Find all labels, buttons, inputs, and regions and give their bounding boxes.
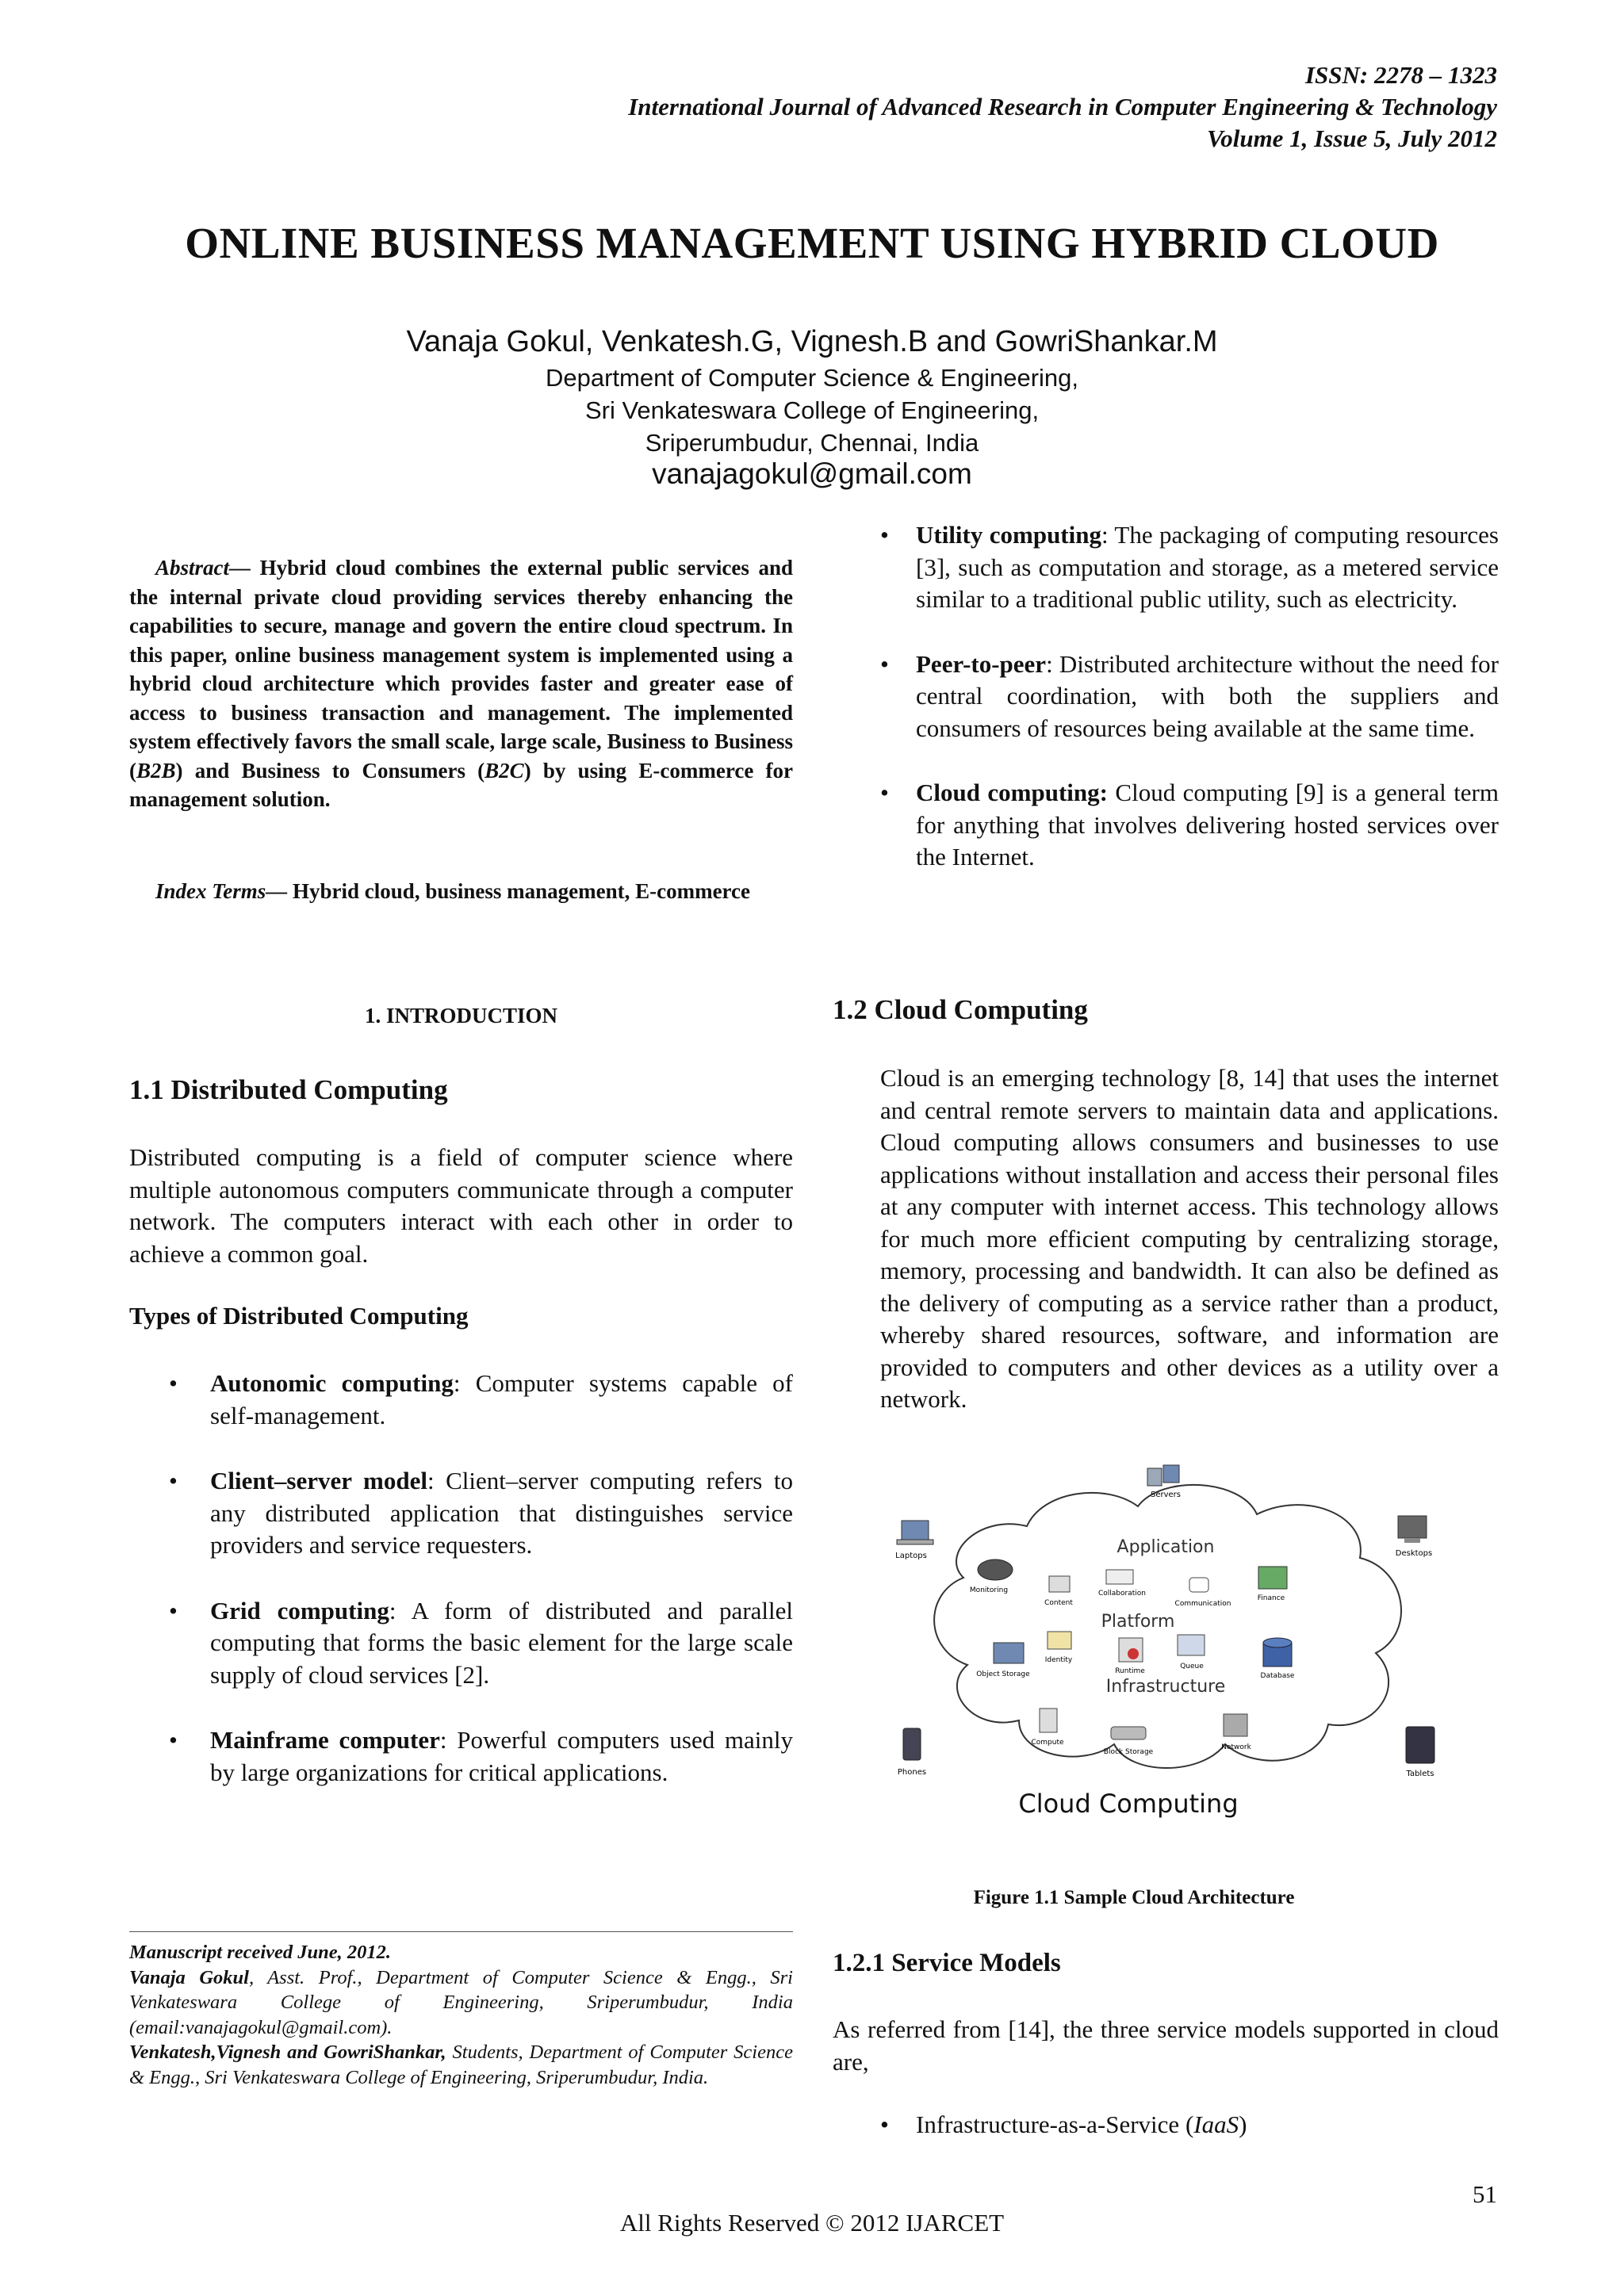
affiliation-line-3: Sriperumbudur, Chennai, India: [645, 429, 979, 457]
figure-caption: Figure 1.1 Sample Cloud Architecture: [973, 1887, 1295, 1908]
tablet-icon: [1406, 1727, 1434, 1763]
issn: ISSN: 2278 – 1323: [1304, 61, 1497, 89]
bullet-term: Autonomic computing: [210, 1369, 454, 1397]
label-phones: Phones: [897, 1768, 927, 1777]
page-number: 51: [1473, 2180, 1497, 2208]
bullet-text: : Client–server computing refers to any distributed application that distinguishes service providers and service requesters.: [210, 1467, 793, 1559]
author-2-text: Students, Department of Computer Science & Engg., Sri Venkateswara College of Engineering, Sriperumbudur, India.: [129, 2042, 793, 2088]
laptop-icon: [897, 1521, 933, 1544]
label-compute: Compute: [1031, 1739, 1064, 1747]
manuscript-author-2: [129, 2040, 793, 2090]
service-models-list: [880, 2109, 1499, 2141]
cloud-architecture-figure: [892, 1459, 1447, 1847]
author-email: vanajagokul@gmail.com: [652, 457, 972, 490]
label-communication: Communication: [1174, 1600, 1231, 1608]
bullet-text: : A form of distributed and parallel computing that forms the basic element for the large scale supply of cloud services [2].: [210, 1596, 793, 1689]
abstract-text-a: Hybrid cloud combines the external public services and the internal private cloud providing services thereby enhancing the capabilities to secure, manage and govern the entire cloud spectrum. In this paper, online business management system is implemented using a hybrid cloud architecture which provides faster and greater ease of access to business transaction and management. The implemented system effectively favors the small scale, large scale, Business to Business (: [129, 556, 793, 783]
heading-1-2-1: 1.2.1 Service Models: [833, 1949, 1061, 1977]
label-identity: Identity: [1044, 1656, 1073, 1664]
label-object-storage: Object Storage: [976, 1670, 1030, 1678]
bullet-text: : The packaging of computing resources [3], such as computation and storage, as a metered service similar to a traditional public utility, such as electricity.: [916, 521, 1499, 613]
label-application: Application: [1116, 1537, 1215, 1557]
section-introduction-title: [129, 1004, 793, 1028]
bullet-text: : Computer systems capable of self-management.: [210, 1369, 793, 1429]
list-item: • Cloud computing: Cloud computing [9] is a general term for anything that involves delivering hosted services over the Internet.: [880, 779, 1499, 871]
author-1-name: Vanaja Gokul: [129, 1966, 249, 1988]
distributed-types-list: [169, 1368, 793, 1789]
list-item: • Peer-to-peer: Distributed architecture without the need for central coordination, with both the suppliers and consumers of resources being available at the same time.: [880, 649, 1499, 742]
journal-header: [628, 59, 1497, 155]
bullet-term: Client–server model: [210, 1467, 427, 1494]
heading-1-2: 1.2 Cloud Computing: [833, 994, 1088, 1025]
label-desktops: Desktops: [1395, 1549, 1433, 1558]
copyright-footer: All Rights Reserved © 2012 IJARCET: [619, 2209, 1005, 2237]
bullet-term: Grid computing: [210, 1596, 389, 1624]
paper-title: ONLINE BUSINESS MANAGEMENT USING HYBRID CLOUD: [185, 219, 1439, 267]
para-service-models: As referred from [14], the three service models supported in cloud are,: [833, 2015, 1499, 2076]
index-terms-label: Index Terms—: [155, 879, 288, 903]
abstract-text-c: ) by using E-commerce for management solution.: [129, 758, 794, 811]
authors: Vanaja Gokul, Venkatesh.G, Vignesh.B and GowriShankar.M: [406, 325, 1218, 358]
list-item: • Utility computing: The packaging of computing resources [3], such as computation and storage, as a metered service similar to a traditional public utility, such as electricity.: [880, 521, 1499, 613]
author-1-text: , Asst. Prof., Department of Computer Science & Engg., Sri Venkateswara College of Engineering, Sriperumbudur, India (email:vanajagokul@gmail.com).: [129, 1966, 793, 2038]
database-icon: [1263, 1638, 1292, 1667]
runtime-icon: [1119, 1638, 1143, 1662]
label-queue: Queue: [1180, 1663, 1204, 1670]
label-infrastructure: Infrastructure: [1105, 1677, 1226, 1697]
label-collaboration: Collaboration: [1098, 1590, 1146, 1598]
affiliation-line-1: Department of Computer Science & Engineering,: [545, 364, 1079, 392]
affiliation-line-2: Sri Venkateswara College of Engineering,: [584, 396, 1040, 424]
queue-icon: [1178, 1635, 1205, 1655]
object-storage-icon: [994, 1643, 1024, 1663]
list-item: • Autonomic computing: Computer systems capable of self-management.: [169, 1369, 793, 1429]
types-heading: Types of Distributed Computing: [129, 1302, 469, 1330]
bullet-text: : Distributed architecture without the need for central coordination, with both the suppliers and consumers of resources being available at the same time.: [916, 649, 1499, 742]
label-servers: Servers: [1150, 1490, 1182, 1499]
list-item: • Client–server model: Client–server computing refers to any distributed application that distinguishes service providers and service requesters.: [169, 1467, 793, 1559]
manuscript-received: Manuscript received June, 2012.: [129, 1942, 392, 1963]
manuscript-note: [129, 1940, 793, 2090]
monitoring-icon: [978, 1559, 1013, 1580]
volume-issue: Volume 1, Issue 5, July 2012: [1206, 124, 1497, 152]
label-monitoring: Monitoring: [969, 1586, 1009, 1594]
bullet-term: Utility computing: [916, 521, 1101, 549]
collaboration-icon: [1106, 1570, 1133, 1584]
iaas-text: Infrastructure-as-a-Service (: [916, 2110, 1194, 2138]
label-content: Content: [1044, 1599, 1073, 1607]
footnote-rule: [129, 1931, 793, 1932]
label-block-storage: Block Storage: [1103, 1748, 1154, 1756]
journal-name: International Journal of Advanced Research in Computer Engineering & Technology: [628, 93, 1497, 121]
label-platform: Platform: [1101, 1612, 1175, 1632]
heading-1-1: 1.1 Distributed Computing: [129, 1074, 448, 1105]
para-distributed-computing: Distributed computing is a field of computer science where multiple autonomous computers communicate through a computer network. The computers interact with each other in order to achieve a common goal.: [129, 1143, 793, 1268]
abstract: [129, 553, 793, 814]
intro-rest: NTRODUCTION: [394, 1004, 558, 1027]
abstract-text-b: ) and Business to Consumers (: [175, 758, 485, 783]
iaas-abbr: IaaS: [1193, 2110, 1239, 2138]
label-laptops: Laptops: [895, 1552, 927, 1560]
bullet-text: Cloud computing [9] is a general term for anything that involves delivering hosted services over the Internet.: [916, 779, 1499, 871]
index-terms-text: Hybrid cloud, business management, E-commerce: [287, 879, 751, 903]
label-database: Database: [1260, 1672, 1295, 1680]
list-item: • Infrastructure-as-a-Service (IaaS): [880, 2110, 1247, 2138]
network-icon: [1224, 1714, 1247, 1736]
abstract-b2c: B2C: [485, 758, 524, 783]
label-runtime: Runtime: [1115, 1667, 1145, 1675]
bullet-text: : Powerful computers used mainly by large organizations for critical applications.: [210, 1726, 794, 1786]
iaas-end: ): [1239, 2110, 1247, 2138]
manuscript-author-1: [129, 1965, 793, 2041]
index-terms: [129, 875, 758, 907]
computing-types-list: [880, 519, 1499, 874]
finance-icon: [1258, 1567, 1287, 1589]
phone-icon: [903, 1728, 921, 1760]
servers-icon: [1147, 1465, 1179, 1486]
label-tablets: Tablets: [1406, 1770, 1434, 1778]
block-storage-icon: [1111, 1727, 1146, 1739]
bullet-term: Peer-to-peer: [916, 649, 1047, 678]
bullet-term: Cloud computing:: [916, 779, 1108, 806]
bullet-term: Mainframe computer: [210, 1726, 440, 1754]
abstract-b2b: B2B: [136, 758, 176, 783]
compute-icon: [1040, 1709, 1057, 1732]
para-cloud-computing: Cloud is an emerging technology [8, 14] that uses the internet and central remote servers to maintain data and applications. Cloud computing allows consumers and businesses to use applications without installation and access their personal files at any computer with internet access. This technology allows for much more efficient computing by centralizing storage, memory, processing and bandwidth. It can also be defined as the delivery of computing as a service rather than a product, whereby shared resources, software, and information are provided to computers and other devices as a utility over a network.: [880, 1064, 1499, 1413]
figure-title: Cloud Computing: [1018, 1789, 1239, 1819]
label-finance: Finance: [1257, 1594, 1285, 1602]
desktop-icon: [1398, 1516, 1427, 1543]
intro-num: 1. I: [364, 1004, 395, 1027]
abstract-label: Abstract—: [155, 556, 251, 580]
list-item: • Grid computing: A form of distributed and parallel computing that forms the basic element for the large scale supply of cloud services [2].: [169, 1596, 793, 1689]
label-network: Network: [1221, 1743, 1251, 1751]
author-2-name: Venkatesh,Vignesh and GowriShankar,: [129, 2042, 446, 2063]
identity-icon: [1048, 1632, 1071, 1649]
affiliation: [0, 362, 1624, 459]
content-icon: [1049, 1576, 1070, 1592]
list-item: • Mainframe computer: Powerful computers used mainly by large organizations for critical applications.: [169, 1726, 794, 1786]
communication-icon: [1189, 1578, 1208, 1592]
